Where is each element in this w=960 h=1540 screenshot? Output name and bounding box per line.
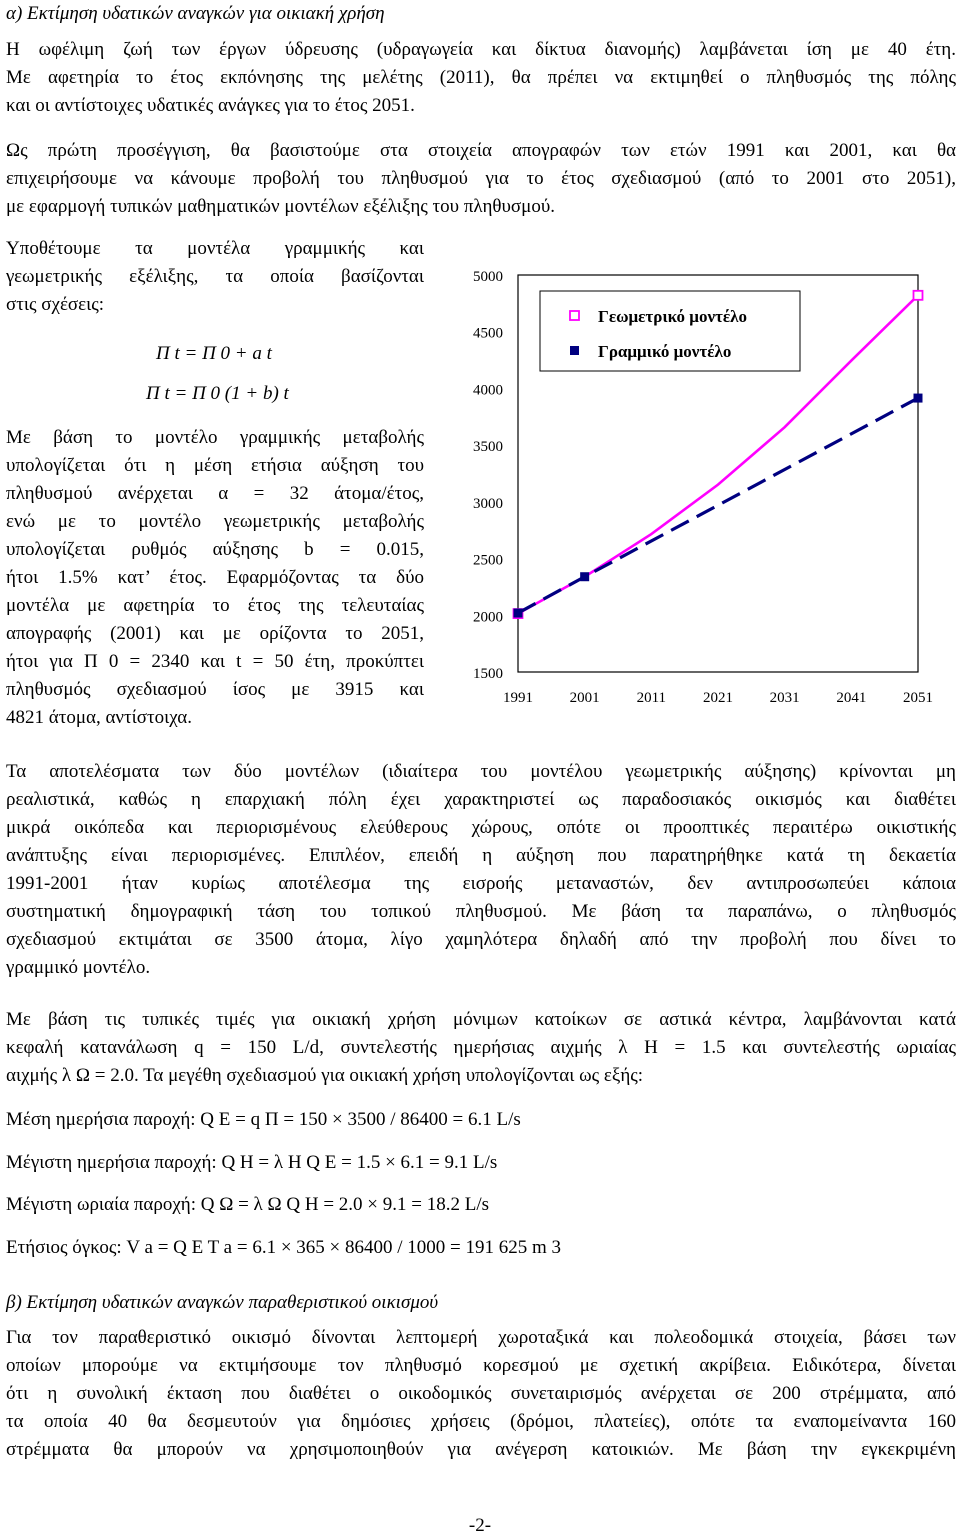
paragraph-line: ανάπτυξης είναι περιορισμένες. Επιπλέον, επειδή η αύξηση που παρατηρήθηκε κατά τη δεκαετία [6, 845, 956, 866]
y-tick-label: 3500 [473, 439, 503, 456]
formula-text: Π t = Π 0 + a t [156, 343, 272, 364]
paragraph-5 [6, 758, 956, 982]
calc-max-hourly: Μέγιστη ωριαία παροχή: Q Ω = λ Ω Q H = 2.0 × 9.1 = 18.2 L/s [6, 1194, 489, 1215]
paragraph-line: με εφαρμογή τυπικών μαθηματικών μοντέλων εξέλιξης του πληθυσμού. [6, 196, 555, 217]
paragraph-line: μικρά οικόπεδα και περιορισμένους ελεύθερους χώρους, οπότε οι προοπτικές περαιτέρω οικιστικής [6, 817, 956, 838]
paragraph-line: Με βάση το μοντέλο γραμμικής μεταβολής [6, 427, 424, 448]
y-tick-label: 3000 [473, 495, 503, 512]
section-b-heading: β) Εκτίμηση υδατικών αναγκών παραθεριστικού οικισμού [6, 1292, 439, 1313]
paragraph-2 [6, 137, 956, 221]
paragraph-line: πληθυσμός σχεδιασμού ίσος με 3915 και [6, 679, 424, 700]
paragraph-line: στρέμματα θα μπορούν να χρησιμοποιηθούν για ανέγερση κατοικιών. Με βάση την εγκεκριμένη [6, 1439, 956, 1460]
paragraph-line: Για τον παραθεριστικό οικισμό δίνονται λεπτομερή χωροταξικά και πολεοδομικά στοιχεία, βάσει των [6, 1327, 956, 1348]
population-chart [450, 255, 950, 715]
series-line-1 [518, 398, 918, 613]
paragraph-1 [6, 36, 956, 120]
series-marker [580, 572, 589, 581]
x-tick-label: 2021 [703, 690, 733, 706]
paragraph-line: ήτοι 1.5% κατ’ έτος. Εφαρμόζοντας τα δύο [6, 567, 424, 588]
paragraph-line: τα οποία 40 θα δεσμευτούν για δημόσιες χρήσεις (δρόμοι, πλατείες), οπότε τα εναπομείναντα 160 [6, 1411, 956, 1432]
paragraph-line: συστηματική δημογραφική τάση του τοπικού πληθυσμού. Με βάση τα παραπάνω, ο πληθυσμός [6, 901, 956, 922]
paragraph-line: απογραφής (2001) και με ορίζοντα το 2051, [6, 623, 424, 644]
paragraph-line: πληθυσμού ανέρχεται α = 32 άτομα/έτος, [6, 483, 424, 504]
calc-max-daily: Μέγιστη ημερήσια παροχή: Q H = λ H Q E = 1.5 × 6.1 = 9.1 L/s [6, 1152, 498, 1173]
paragraph-line: ρεαλιστικά, καθώς η επαρχιακή πόλη έχει χαρακτηριστεί ως παραδοσιακός οικισμός και διαθέτει [6, 789, 956, 810]
paragraph-3 [6, 235, 424, 319]
y-tick-label: 1500 [473, 666, 503, 682]
paragraph-7 [6, 1324, 956, 1464]
paragraph-6 [6, 1006, 956, 1090]
formula-linear [156, 340, 272, 368]
section-a-heading: α) Εκτίμηση υδατικών αναγκών για οικιακή χρήση [6, 3, 385, 24]
y-tick-label: 2000 [473, 609, 503, 626]
paragraph-line: γραμμικό μοντέλο. [6, 957, 151, 978]
paragraph-line: 4821 άτομα, αντίστοιχα. [6, 707, 192, 728]
paragraph-line: οποίων μπορούμε να εκτιμήσουμε τον πληθυσμό κορεσμού με σχετική ακρίβεια. Ειδικότερα, δίνεται [6, 1355, 956, 1376]
y-tick-label: 4500 [473, 325, 503, 342]
paragraph-line: αιχμής λ Ω = 2.0. Τα μεγέθη σχεδιασμού για οικιακή χρήση υπολογίζονται ως εξής: [6, 1065, 644, 1086]
calc-mean-daily: Μέση ημερήσια παροχή: Q E = q Π = 150 × 3500 / 86400 = 6.1 L/s [6, 1109, 521, 1130]
paragraph-line: γεωμετρικής εξέλιξης, τα οποία βασίζονται [6, 266, 424, 287]
paragraph-line: κεφαλή κατανάλωση q = 150 L/d, συντελεστής ημερήσιας αιχμής λ Η = 1.5 και συντελεστής ωριαίας [6, 1037, 956, 1058]
paragraph-line: Με αφετηρία το έτος εκπόνησης της μελέτης (2011), θα πρέπει να εκτιμηθεί ο πληθυσμός της πόλης [6, 67, 956, 88]
paragraph-line: υπολογίζεται ρυθμός αύξησης b = 0.015, [6, 539, 424, 560]
x-tick-label: 2011 [636, 690, 667, 706]
series-marker [914, 394, 923, 403]
paragraph-line: και οι αντίστοιχες υδατικές ανάγκες για το έτος 2051. [6, 95, 415, 116]
paragraph-4 [6, 424, 424, 732]
y-tick-label: 2500 [473, 552, 503, 569]
paragraph-line: Υποθέτουμε τα μοντέλα γραμμικής και [6, 238, 424, 259]
legend-marker [570, 346, 579, 355]
paragraph-line: Η ωφέλιμη ζωή των έργων ύδρευσης (υδραγωγεία και δίκτυα διανομής) λαμβάνεται ίση με 40 έτη. [6, 39, 956, 60]
formula-text: Π t = Π 0 (1 + b) t [146, 383, 289, 404]
legend-label: Γεωμετρικό μοντέλο [598, 307, 747, 326]
calc-annual-volume: Ετήσιος όγκος: V a = Q E T a = 6.1 × 365 × 86400 / 1000 = 191 625 m 3 [6, 1237, 562, 1258]
x-tick-label: 2041 [836, 690, 867, 706]
paragraph-line: Τα αποτελέσματα των δύο μοντέλων (ιδιαίτερα του μοντέλου γεωμετρικής αύξησης) κρίνονται μη [6, 761, 956, 782]
series-marker [514, 609, 523, 618]
x-tick-label: 2001 [569, 690, 600, 706]
legend-marker [570, 311, 579, 320]
x-tick-label: 2031 [769, 690, 800, 706]
paragraph-line: σχεδιασμού εκτιμάται σε 3500 άτομα, λίγο χαμηλότερα δηλαδή από την προβολή που δίνει το [6, 929, 956, 950]
legend-label: Γραμμικό μοντέλο [598, 342, 732, 361]
paragraph-line: Ως πρώτη προσέγγιση, θα βασιστούμε στα στοιχεία απογραφών των ετών 1991 και 2001, και θα [6, 140, 956, 161]
paragraph-line: 1991-2001 ήταν κυρίως αποτέλεσμα της εισροής μεταναστών, δεν αντιπροσωπεύει κάποια [6, 873, 956, 894]
paragraph-line: υπολογίζεται ότι η μέση ετήσια αύξηση του [6, 455, 424, 476]
paragraph-line: ενώ με το μοντέλο γεωμετρικής μεταβολής [6, 511, 424, 532]
paragraph-line: επιχειρήσουμε να κάνουμε προβολή του πληθυσμού για το έτος σχεδιασμού (από το 2001 στο 2051), [6, 168, 956, 189]
y-tick-label: 5000 [473, 269, 503, 285]
formula-geometric [146, 380, 289, 408]
left-column [6, 235, 424, 319]
paragraph-line: ήτοι για Π 0 = 2340 και t = 50 έτη, προκύπτει [6, 651, 424, 672]
paragraph-line: στις σχέσεις: [6, 294, 105, 315]
series-marker [914, 291, 923, 300]
x-tick-label: 2051 [903, 690, 933, 706]
x-tick-label: 1991 [503, 690, 533, 706]
paragraph-line: ότι η συνολική έκταση που διαθέτει ο οικοδομικός συνεταιρισμός ανέρχεται σε 200 στρέμματα, από [6, 1383, 956, 1404]
paragraph-line: Με βάση τις τυπικές τιμές για οικιακή χρήση μόνιμων κατοίκων σε αστικά κέντρα, λαμβάνονται κατά [6, 1009, 956, 1030]
paragraph-line: μοντέλα με αφετηρία το έτος της τελευταίας [6, 595, 424, 616]
y-tick-label: 4000 [473, 382, 503, 399]
page-number: -2- [468, 1515, 492, 1536]
